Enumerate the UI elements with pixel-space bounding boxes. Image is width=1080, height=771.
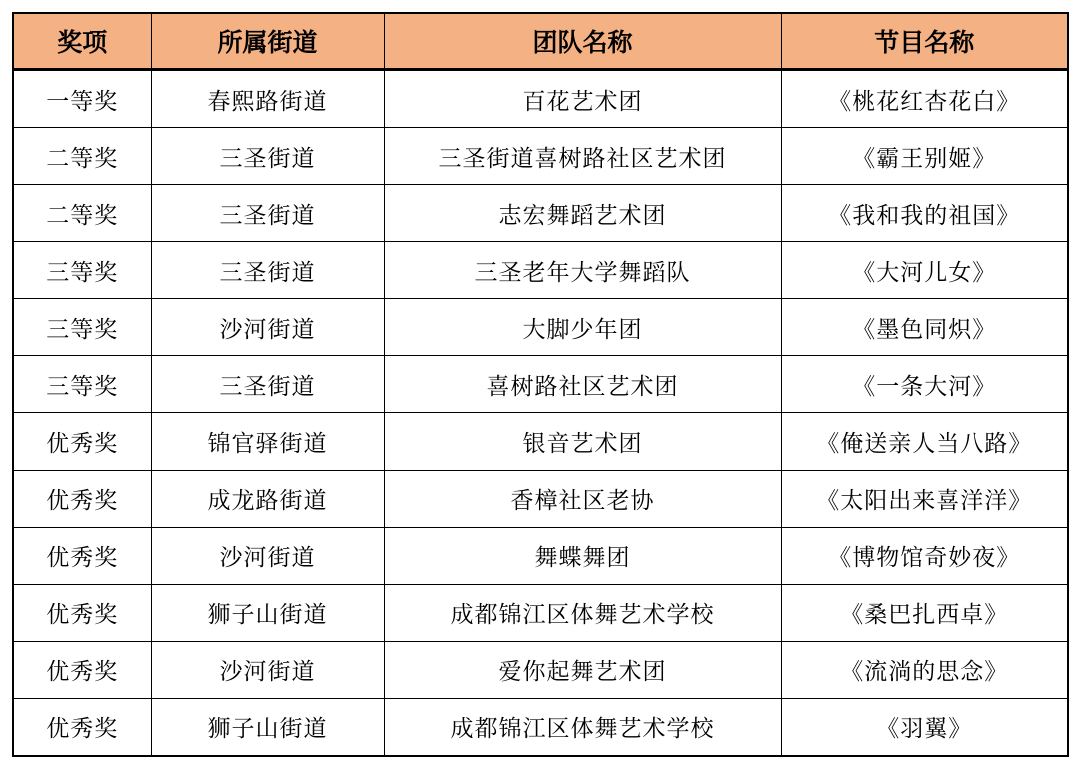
cell-street: 三圣街道 bbox=[151, 242, 384, 299]
cell-team: 舞蝶舞团 bbox=[384, 527, 781, 584]
cell-street: 沙河街道 bbox=[151, 299, 384, 356]
cell-street: 三圣街道 bbox=[151, 185, 384, 242]
cell-program: 《桃花红杏花白》 bbox=[781, 70, 1068, 128]
table-row bbox=[13, 584, 1068, 641]
cell-street: 成龙路街道 bbox=[151, 470, 384, 527]
cell-street: 狮子山街道 bbox=[151, 698, 384, 756]
table-row bbox=[13, 299, 1068, 356]
table-row bbox=[13, 641, 1068, 698]
table-header-row bbox=[13, 13, 1068, 70]
cell-program: 《一条大河》 bbox=[781, 356, 1068, 413]
cell-program: 《太阳出来喜洋洋》 bbox=[781, 470, 1068, 527]
cell-team: 成都锦江区体舞艺术学校 bbox=[384, 698, 781, 756]
cell-award: 二等奖 bbox=[13, 128, 151, 185]
cell-team: 喜树路社区艺术团 bbox=[384, 356, 781, 413]
column-header-team: 团队名称 bbox=[384, 13, 781, 70]
table-row bbox=[13, 470, 1068, 527]
cell-award: 优秀奖 bbox=[13, 470, 151, 527]
cell-award: 三等奖 bbox=[13, 242, 151, 299]
table-row bbox=[13, 413, 1068, 470]
table-row bbox=[13, 128, 1068, 185]
cell-award: 优秀奖 bbox=[13, 413, 151, 470]
cell-program: 《桑巴扎西卓》 bbox=[781, 584, 1068, 641]
cell-team: 香樟社区老协 bbox=[384, 470, 781, 527]
cell-team: 三圣老年大学舞蹈队 bbox=[384, 242, 781, 299]
cell-program: 《俺送亲人当八路》 bbox=[781, 413, 1068, 470]
cell-program: 《墨色同炽》 bbox=[781, 299, 1068, 356]
cell-team: 大脚少年团 bbox=[384, 299, 781, 356]
table-row bbox=[13, 70, 1068, 128]
table-row bbox=[13, 527, 1068, 584]
awards-table bbox=[12, 12, 1069, 757]
cell-team: 志宏舞蹈艺术团 bbox=[384, 185, 781, 242]
cell-award: 优秀奖 bbox=[13, 584, 151, 641]
cell-award: 优秀奖 bbox=[13, 698, 151, 756]
cell-program: 《流淌的思念》 bbox=[781, 641, 1068, 698]
cell-street: 春熙路街道 bbox=[151, 70, 384, 128]
cell-street: 三圣街道 bbox=[151, 128, 384, 185]
table-row bbox=[13, 185, 1068, 242]
cell-award: 二等奖 bbox=[13, 185, 151, 242]
column-header-program: 节目名称 bbox=[781, 13, 1068, 70]
table-row bbox=[13, 356, 1068, 413]
cell-street: 锦官驿街道 bbox=[151, 413, 384, 470]
cell-program: 《我和我的祖国》 bbox=[781, 185, 1068, 242]
cell-street: 沙河街道 bbox=[151, 527, 384, 584]
cell-team: 爱你起舞艺术团 bbox=[384, 641, 781, 698]
table-row bbox=[13, 242, 1068, 299]
cell-program: 《大河儿女》 bbox=[781, 242, 1068, 299]
cell-street: 沙河街道 bbox=[151, 641, 384, 698]
cell-award: 三等奖 bbox=[13, 299, 151, 356]
cell-award: 一等奖 bbox=[13, 70, 151, 128]
cell-team: 三圣街道喜树路社区艺术团 bbox=[384, 128, 781, 185]
column-header-street: 所属街道 bbox=[151, 13, 384, 70]
column-header-award: 奖项 bbox=[13, 13, 151, 70]
cell-team: 成都锦江区体舞艺术学校 bbox=[384, 584, 781, 641]
cell-program: 《霸王别姬》 bbox=[781, 128, 1068, 185]
awards-table-container bbox=[12, 12, 1067, 757]
cell-program: 《羽翼》 bbox=[781, 698, 1068, 756]
cell-award: 优秀奖 bbox=[13, 641, 151, 698]
cell-award: 优秀奖 bbox=[13, 527, 151, 584]
cell-award: 三等奖 bbox=[13, 356, 151, 413]
cell-team: 百花艺术团 bbox=[384, 70, 781, 128]
table-row bbox=[13, 698, 1068, 756]
cell-street: 三圣街道 bbox=[151, 356, 384, 413]
cell-program: 《博物馆奇妙夜》 bbox=[781, 527, 1068, 584]
cell-street: 狮子山街道 bbox=[151, 584, 384, 641]
cell-team: 银音艺术团 bbox=[384, 413, 781, 470]
